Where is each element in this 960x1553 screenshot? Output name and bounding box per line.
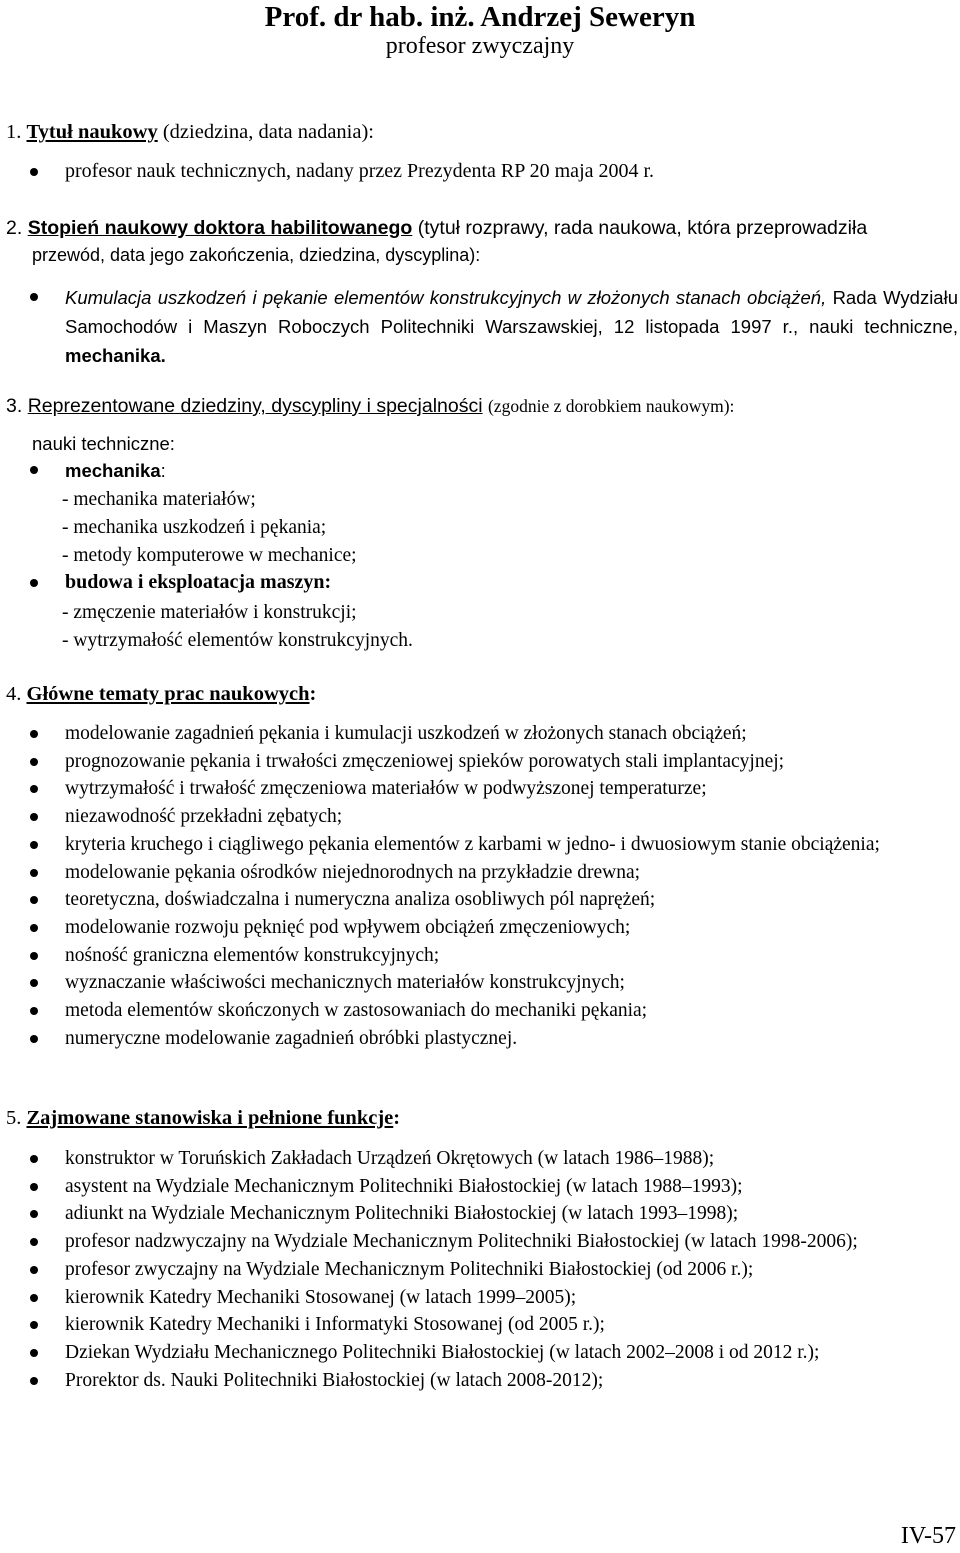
bullet-icon [30, 979, 38, 987]
bullet-icon [30, 1007, 38, 1015]
section-subtitle: (dziedzina, data nadania): [162, 121, 374, 143]
person-title: profesor zwyczajny [385, 33, 575, 59]
bullet-icon [30, 785, 38, 793]
bullet-icon [30, 1294, 38, 1302]
list-item: niezawodność przekładni zębatych; [0, 803, 958, 831]
bullet-icon [30, 758, 38, 766]
bullet-icon [30, 1155, 38, 1163]
bullet-icon [30, 869, 38, 877]
page-number: IV-57 [900, 1523, 956, 1549]
bullet-icon [30, 1183, 38, 1191]
section-5-list [0, 1145, 958, 1394]
list-item: budowa i eksploatacja maszyn: [0, 569, 958, 597]
field-label: nauki techniczne: [32, 433, 175, 454]
list-item: teoretyczna, doświadczalna i numeryczna analiza osobliwych pól naprężeń; [0, 886, 958, 914]
bullet-icon [30, 293, 38, 301]
bullet-icon [30, 952, 38, 960]
list-item: prognozowanie pękania i trwałości zmęczeniowej spieków porowatych stali implantacyjnej; [0, 748, 958, 776]
section-4-heading: 4. Główne tematy prac naukowych: [6, 683, 317, 705]
section-title: Stopień naukowy doktora habilitowanego [27, 217, 413, 239]
person-name: Prof. dr hab. inż. Andrzej Seweryn [264, 1, 696, 33]
section-4-list [0, 720, 958, 1052]
section-number: 4. [6, 683, 22, 705]
section-title: Reprezentowane dziedziny, dyscypliny i specjalności [27, 395, 483, 417]
bullet-icon [30, 466, 38, 474]
dissertation-title: Kumulacja uszkodzeń i pękanie elementów konstrukcyjnych w złożonych stanach obciążeń, [65, 287, 827, 308]
bullet-icon [30, 1210, 38, 1218]
bullet-icon [30, 1035, 38, 1043]
section-number: 3. [6, 395, 23, 417]
list-item: adiunkt na Wydziale Mechanicznym Politechniki Białostockiej (w latach 1993–1998); [0, 1200, 958, 1228]
section-title: Zajmowane stanowiska i pełnione funkcje [26, 1107, 394, 1129]
section-3-list [0, 456, 958, 485]
section-2-continuation: przewód, data jego zakończenia, dziedzina, dyscyplina): [32, 245, 481, 265]
list-item: metoda elementów skończonych w zastosowaniach do mechaniki pękania; [0, 997, 958, 1025]
list-item: modelowanie rozwoju pęknięć pod wpływem obciążeń zmęczeniowych; [0, 914, 958, 942]
section-number: 1. [6, 121, 22, 143]
section-2-list [0, 283, 958, 370]
bullet-icon [30, 1349, 38, 1357]
list-item: nośność graniczna elementów konstrukcyjnych; [0, 942, 958, 970]
section-title: Tytuł naukowy [26, 121, 158, 143]
list-item: kryteria kruchego i ciągliwego pękania elementów z karbami w jedno- i dwuosiowym stanie obciążenia; [0, 831, 958, 859]
list-item: mechanika: [0, 456, 958, 485]
list-item: kierownik Katedry Mechaniki Stosowanej (w latach 1999–2005); [0, 1284, 958, 1312]
list-item: modelowanie pękania ośrodków niejednorodnych na przykładzie drewna; [0, 859, 958, 887]
bullet-icon [30, 841, 38, 849]
list-item: kierownik Katedry Mechaniki i Informatyki Stosowanej (od 2005 r.); [0, 1311, 958, 1339]
list-item: profesor nauk technicznych, nadany przez Prezydenta RP 20 maja 2004 r. [0, 158, 958, 186]
list-item: wyznaczanie właściwości mechanicznych materiałów konstrukcyjnych; [0, 969, 958, 997]
list-item: modelowanie zagadnień pękania i kumulacji uszkodzeń w złożonych stanach obciążeń; [0, 720, 958, 748]
bullet-icon [30, 730, 38, 738]
section-1-list [0, 158, 958, 186]
section-subtitle: (tytuł rozprawy, rada naukowa, która przeprowadziła [417, 217, 868, 239]
bullet-icon [30, 1321, 38, 1329]
list-item: konstruktor w Toruńskich Zakładach Urządzeń Okrętowych (w latach 1986–1988); [0, 1145, 958, 1173]
specialty: - mechanika materiałów; [62, 489, 256, 510]
list-item: Prorektor ds. Nauki Politechniki Białostockiej (w latach 2008-2012); [0, 1367, 958, 1395]
specialty: - zmęczenie materiałów i konstrukcji; [62, 602, 357, 623]
section-3-list-2 [0, 569, 958, 597]
bullet-icon [30, 813, 38, 821]
list-item: Dziekan Wydziału Mechanicznego Politechniki Białostockiej (w latach 2002–2008 i od 2012 r.); [0, 1339, 958, 1367]
section-3-heading [6, 392, 958, 420]
section-number: 5. [6, 1107, 22, 1129]
list-item: Kumulacja uszkodzeń i pękanie elementów konstrukcyjnych w złożonych stanach obciążeń, Rada Wydziału Samochodów i Maszyn Roboczych Politechniki Warszawskiej, 12 listopada 1997 r., nauki techniczne, mechanika. [0, 283, 958, 370]
list-item: wytrzymałość i trwałość zmęczeniowa materiałów w podwyższonej temperaturze; [0, 775, 958, 803]
list-item: numeryczne modelowanie zagadnień obróbki plastycznej. [0, 1025, 958, 1053]
list-item: profesor nadzwyczajny na Wydziale Mechanicznym Politechniki Białostockiej (w latach 1998-2006); [0, 1228, 958, 1256]
bullet-icon [30, 168, 38, 176]
bullet-icon [30, 896, 38, 904]
bullet-icon [30, 1266, 38, 1274]
section-title: Główne tematy prac naukowych [26, 683, 310, 705]
specialty: - wytrzymałość elementów konstrukcyjnych. [62, 630, 413, 651]
section-2-heading [6, 214, 958, 242]
bullet-icon [30, 579, 38, 587]
bullet-icon [30, 924, 38, 932]
section-subtitle: (zgodnie z dorobkiem naukowym): [487, 396, 735, 416]
section-number: 2. [6, 217, 23, 239]
section-1-heading [6, 118, 958, 146]
bullet-icon [30, 1377, 38, 1385]
list-item: asystent na Wydziale Mechanicznym Politechniki Białostockiej (w latach 1988–1993); [0, 1173, 958, 1201]
specialty: - metody komputerowe w mechanice; [62, 545, 357, 566]
list-item: profesor zwyczajny na Wydziale Mechanicznym Politechniki Białostockiej (od 2006 r.); [0, 1256, 958, 1284]
bullet-icon [30, 1238, 38, 1246]
specialty: - mechanika uszkodzeń i pękania; [62, 517, 327, 538]
section-5-heading: 5. Zajmowane stanowiska i pełnione funkcje: [6, 1107, 401, 1129]
